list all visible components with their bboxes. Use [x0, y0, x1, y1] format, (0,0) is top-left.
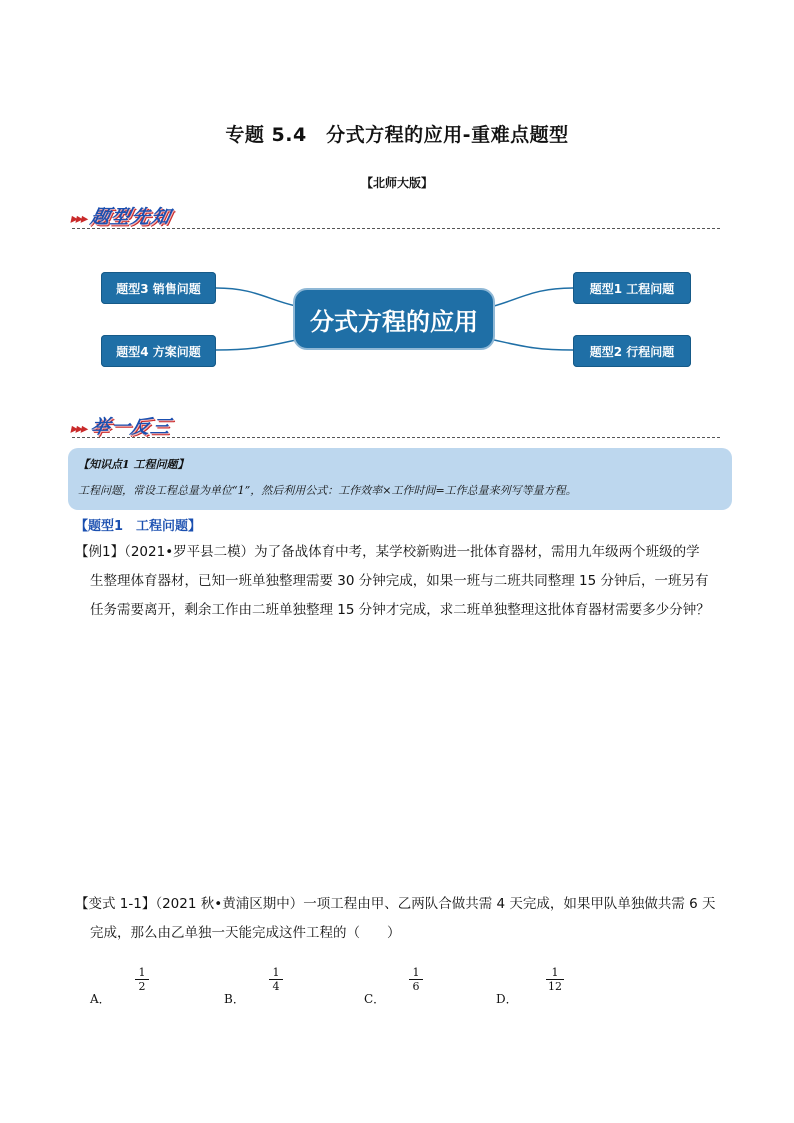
- option-b-letter: B．: [224, 992, 245, 1006]
- option-b-fraction: [269, 966, 283, 994]
- variant-line: 完成，那么由乙单独一天能完成这件工程的（ ）: [90, 925, 401, 941]
- fraction-denominator: 4: [272, 980, 280, 993]
- example-1: [75, 538, 725, 625]
- mindmap-node-type3: 题型3 销售问题: [101, 272, 216, 304]
- option-a-fraction: [135, 966, 149, 994]
- fraction-numerator: 1: [546, 966, 564, 980]
- fraction-denominator: 6: [412, 980, 420, 993]
- option-d-letter: D．: [496, 992, 518, 1006]
- option-d-fraction: [546, 966, 564, 994]
- section-divider: [72, 437, 720, 438]
- knowledge-body: 工程问题，常设工程总量为单位“1”，然后利用公式：工作效率×工作时间=工作总量来列写等量方程。: [78, 484, 577, 497]
- practice-banner-text: 举一反三: [88, 416, 174, 438]
- knowledge-heading: 【知识点1 工程问题】: [78, 458, 189, 471]
- example-label: 【例1】: [75, 544, 125, 560]
- mindmap-node-type1: 题型1 工程问题: [573, 272, 691, 304]
- mindmap-node-type2: 题型2 行程问题: [573, 335, 691, 367]
- option-c-fraction: [409, 966, 423, 994]
- example-line: 任务需要离开，剩余工作由二班单独整理 15 分钟才完成，求二班单独整理这批体育器材需要多少分钟？: [90, 602, 710, 618]
- fraction-numerator: 1: [409, 966, 423, 980]
- page-title: 专题 5.4 分式方程的应用-重难点题型: [225, 124, 569, 146]
- edition-label: 【北师大版】: [360, 176, 433, 190]
- variant-label: 【变式 1-1】: [75, 896, 156, 912]
- knowledge-box: [68, 448, 732, 510]
- fraction-denominator: 2: [138, 980, 146, 993]
- example-line: 生整理体育器材，已知一班单独整理需要 30 分钟完成，如果一班与二班共同整理 15 分钟后，一班另有: [90, 573, 709, 589]
- variant-line: （2021 秋•黄浦区期中）一项工程由甲、乙两队合做共需 4 天完成，如果甲队单独做共需 6 天: [155, 896, 716, 912]
- type-label: 【题型1 工程问题】: [75, 519, 202, 534]
- variant-1-1: [75, 890, 725, 948]
- fraction-denominator: 12: [548, 980, 562, 993]
- example-line: （2021•罗平县二模）为了备战体育中考，某学校新购进一批体育器材，需用九年级两个班级的学: [124, 544, 700, 560]
- preview-banner-text: 题型先知: [88, 206, 174, 228]
- mindmap-center: 分式方程的应用: [293, 288, 495, 350]
- option-a-letter: A．: [90, 992, 111, 1006]
- fraction-numerator: 1: [269, 966, 283, 980]
- option-c-letter: C．: [364, 992, 386, 1006]
- fraction-numerator: 1: [135, 966, 149, 980]
- triple-arrow-icon: ▸▸▸: [69, 211, 89, 227]
- triple-arrow-icon: ▸▸▸: [69, 421, 89, 437]
- mindmap-node-type4: 题型4 方案问题: [101, 335, 216, 367]
- practice-banner: [69, 412, 174, 439]
